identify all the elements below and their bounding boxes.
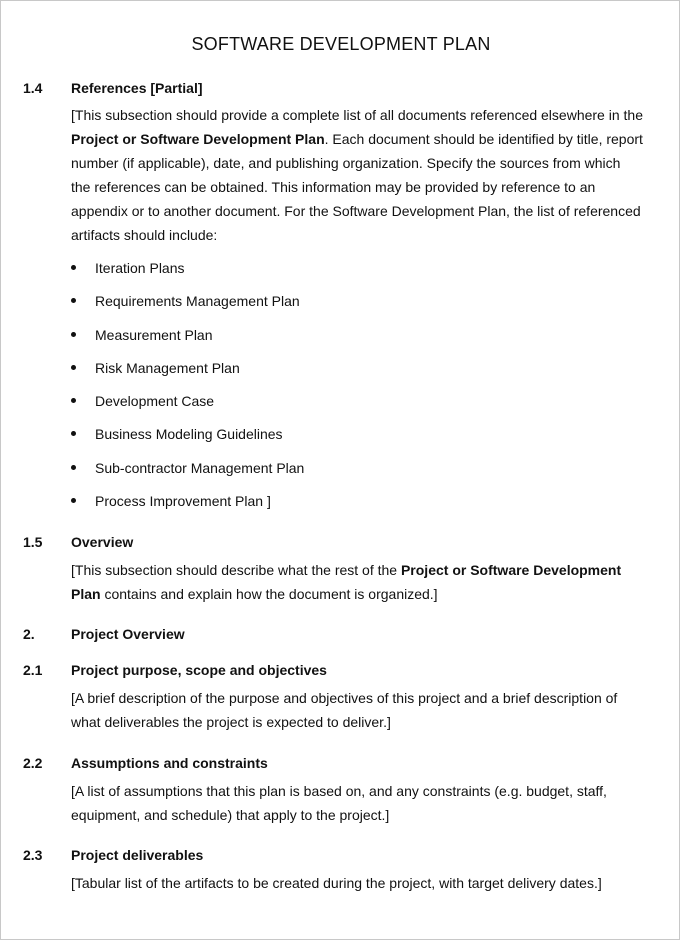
section-title: Overview bbox=[71, 534, 134, 550]
overview-paragraph bbox=[71, 558, 661, 606]
bullet-icon bbox=[71, 431, 76, 436]
bullet-icon bbox=[71, 265, 76, 270]
section-title: Project deliverables bbox=[71, 847, 204, 863]
bullet-icon bbox=[71, 498, 76, 503]
bullet-icon bbox=[71, 465, 76, 470]
section-number: 2.1 bbox=[23, 662, 43, 678]
list-item-label: Sub-contractor Management Plan bbox=[95, 459, 305, 476]
list-item-label: Process Improvement Plan ] bbox=[95, 493, 271, 510]
purpose-paragraph bbox=[71, 686, 661, 734]
assumptions-paragraph bbox=[71, 779, 661, 827]
section-number: 2. bbox=[23, 626, 35, 642]
references-paragraph bbox=[71, 103, 661, 247]
bullet-icon bbox=[71, 398, 76, 403]
para-line: [A list of assumptions that this plan is based on, and any constraints (e.g. budget, staff, bbox=[71, 783, 607, 799]
bold-text: Project or Software Development bbox=[400, 562, 622, 578]
para-line: equipment, and schedule) that apply to the project.] bbox=[71, 807, 390, 823]
section-title: Project purpose, scope and objectives bbox=[71, 662, 327, 678]
list-item-label: Requirements Management Plan bbox=[95, 293, 300, 310]
list-item-label: Business Modeling Guidelines bbox=[95, 426, 283, 443]
list-item-label: Development Case bbox=[95, 393, 215, 410]
bullet-icon bbox=[71, 298, 76, 303]
section-number: 1.4 bbox=[23, 80, 43, 96]
list-item-label: Iteration Plans bbox=[95, 260, 185, 276]
para-line: [This subsection should provide a complete list of all documents referenced elsewhere in the bbox=[71, 107, 643, 123]
para-line bbox=[71, 582, 661, 606]
bold-text: Project or Software Development Plan bbox=[71, 131, 325, 147]
para-line: what deliverables the project is expected to deliver.] bbox=[71, 714, 391, 730]
section-title: References [Partial] bbox=[71, 80, 203, 96]
para-line: the references can be obtained. This information may be provided by reference to an bbox=[71, 179, 596, 195]
para-line bbox=[71, 558, 661, 582]
deliverables-paragraph bbox=[71, 871, 661, 895]
section-title: Project Overview bbox=[71, 626, 185, 642]
para-text: [This subsection should describe what the rest of the bbox=[71, 562, 401, 578]
document-title: SOFTWARE DEVELOPMENT PLAN bbox=[191, 34, 491, 54]
bullet-icon bbox=[71, 365, 76, 370]
para-line: [A brief description of the purpose and objectives of this project and a brief description of bbox=[71, 690, 618, 706]
list-item-label: Risk Management Plan bbox=[95, 359, 240, 376]
para-line: artifacts should include: bbox=[71, 227, 218, 243]
bold-text: Plan bbox=[71, 586, 101, 602]
section-number: 2.3 bbox=[23, 847, 43, 863]
para-text: contains and explain how the document is organized.] bbox=[100, 586, 438, 602]
section-number: 2.2 bbox=[23, 755, 43, 771]
para-line: [Tabular list of the artifacts to be created during the project, with target delivery dates.] bbox=[71, 875, 602, 891]
para-line bbox=[71, 127, 661, 151]
section-number: 1.5 bbox=[23, 534, 43, 550]
para-line: appendix or to another document. For the Software Development Plan, the list of referenced bbox=[71, 203, 641, 219]
list-item-label: Measurement Plan bbox=[95, 326, 213, 343]
section-title: Assumptions and constraints bbox=[71, 755, 268, 771]
para-line: number (if applicable), date, and publishing organization. Specify the sources from which bbox=[71, 155, 621, 171]
para-text: . Each document should be identified by title, report bbox=[324, 131, 643, 147]
bullet-icon bbox=[71, 332, 76, 337]
